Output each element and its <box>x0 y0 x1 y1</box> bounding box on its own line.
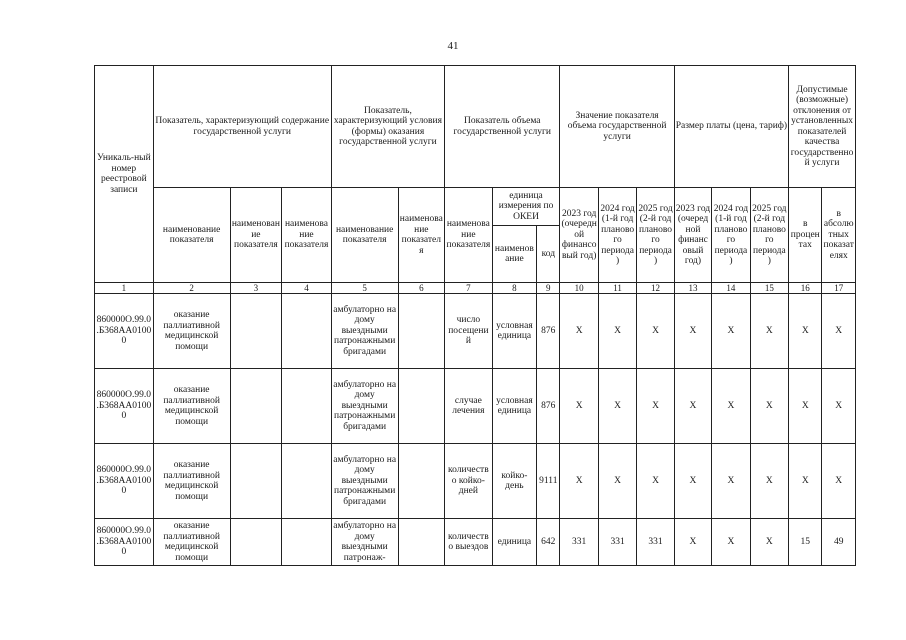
header-c4: наименование показателя <box>282 188 332 283</box>
header-deviation: Допустимые (возможные) отклонения от установленных показателей качества государственной услуги <box>789 66 856 188</box>
content-name: оказание паллиативной медицинской помощи <box>153 369 230 444</box>
fee-2025: Х <box>750 444 788 519</box>
header-unit-name: наименование <box>492 226 537 283</box>
fee-2023: Х <box>674 369 711 444</box>
column-number: 13 <box>674 283 711 294</box>
value-2024: 331 <box>598 519 636 566</box>
services-table <box>94 65 856 566</box>
column-number: 16 <box>789 283 822 294</box>
condition-name: амбулаторно на дому выездными патронажными бригадами <box>331 444 398 519</box>
header-year-2025: 2025 год (2-й год планового периода) <box>637 188 674 283</box>
header-volume-indicator: Показатель объема государственной услуги <box>445 66 560 188</box>
column-number: 12 <box>637 283 674 294</box>
fee-2023: Х <box>674 519 711 566</box>
value-2025: 331 <box>637 519 674 566</box>
fee-2025: Х <box>750 519 788 566</box>
unit-name: койко-день <box>492 444 537 519</box>
table-row <box>95 519 856 566</box>
indicator-name: количество койко-дней <box>445 444 493 519</box>
value-2025: Х <box>637 444 674 519</box>
header-fee-2025: 2025 год (2-й год планового периода) <box>750 188 788 283</box>
value-2025: Х <box>637 294 674 369</box>
page-number: 41 <box>447 40 459 52</box>
header-content-indicator: Показатель, характеризующий содержание государственной услуги <box>153 66 331 188</box>
header-unit-code: код <box>537 226 560 283</box>
unit-name: условная единица <box>492 369 537 444</box>
table-row <box>95 369 856 444</box>
condition-name: амбулаторно на дому выездными патронаж- <box>331 519 398 566</box>
fee-2025: Х <box>750 294 788 369</box>
registry-number: 860000О.99.0.Б368АА01000 <box>95 369 154 444</box>
value-2024: Х <box>598 294 636 369</box>
header-registry: Уникаль-ный номер реестровой записи <box>95 66 154 283</box>
deviation-absolute: Х <box>822 369 856 444</box>
fee-2025: Х <box>750 369 788 444</box>
indicator-name: число посещений <box>445 294 493 369</box>
deviation-absolute: 49 <box>822 519 856 566</box>
deviation-percent: Х <box>789 444 822 519</box>
condition-name: амбулаторно на дому выездными патронажными бригадами <box>331 294 398 369</box>
header-condition-indicator: Показатель, характеризующий условия (формы) оказания государственной услуги <box>331 66 444 188</box>
deviation-absolute: Х <box>822 294 856 369</box>
deviation-percent: 15 <box>789 519 822 566</box>
column-number: 4 <box>282 283 332 294</box>
header-unit-okei: единица измерения по ОКЕИ <box>492 188 560 226</box>
unit-code: 876 <box>537 294 560 369</box>
header-c2: наименование показателя <box>153 188 230 283</box>
header-in-absolute: в абсолютных показателях <box>822 188 856 283</box>
column-number: 5 <box>331 283 398 294</box>
fee-2023: Х <box>674 444 711 519</box>
column-number: 3 <box>230 283 282 294</box>
column-number: 7 <box>445 283 493 294</box>
header-fee-2024: 2024 год (1-й год планового периода) <box>712 188 750 283</box>
column-number: 1 <box>95 283 154 294</box>
header-volume-value: Значение показателя объема государственной услуги <box>560 66 674 188</box>
column-number: 17 <box>822 283 856 294</box>
column-number: 8 <box>492 283 537 294</box>
table-row <box>95 294 856 369</box>
column-number: 2 <box>153 283 230 294</box>
unit-code: 876 <box>537 369 560 444</box>
registry-number: 860000О.99.0.Б368АА01000 <box>95 444 154 519</box>
deviation-percent: Х <box>789 369 822 444</box>
table-row <box>95 444 856 519</box>
fee-2024: Х <box>712 519 750 566</box>
column-number: 15 <box>750 283 788 294</box>
registry-number: 860000О.99.0.Б368АА01000 <box>95 519 154 566</box>
header-c3: наименование показателя <box>230 188 282 283</box>
unit-name: условная единица <box>492 294 537 369</box>
indicator-name: случае лечения <box>445 369 493 444</box>
header-in-percent: в процентах <box>789 188 822 283</box>
condition-name: амбулаторно на дому выездными патронажными бригадами <box>331 369 398 444</box>
column-number: 14 <box>712 283 750 294</box>
header-year-2023: 2023 год (очередной финансовый год) <box>560 188 598 283</box>
deviation-percent: Х <box>789 294 822 369</box>
content-name: оказание паллиативной медицинской помощи <box>153 444 230 519</box>
value-2024: Х <box>598 369 636 444</box>
value-2024: Х <box>598 444 636 519</box>
header-fee: Размер платы (цена, тариф) <box>674 66 788 188</box>
unit-code: 9111 <box>537 444 560 519</box>
header-fee-2023: 2023 год (очередной финансовый год) <box>674 188 711 283</box>
header-year-2024: 2024 год (1-й год планового периода) <box>598 188 636 283</box>
value-2025: Х <box>637 369 674 444</box>
unit-code: 642 <box>537 519 560 566</box>
deviation-absolute: Х <box>822 444 856 519</box>
indicator-name: количество выездов <box>445 519 493 566</box>
fee-2024: Х <box>712 294 750 369</box>
column-number: 9 <box>537 283 560 294</box>
fee-2024: Х <box>712 369 750 444</box>
column-number: 10 <box>560 283 598 294</box>
content-name: оказание паллиативной медицинской помощи <box>153 519 230 566</box>
fee-2024: Х <box>712 444 750 519</box>
fee-2023: Х <box>674 294 711 369</box>
value-2023: Х <box>560 444 598 519</box>
value-2023: Х <box>560 369 598 444</box>
registry-number: 860000О.99.0.Б368АА01000 <box>95 294 154 369</box>
value-2023: 331 <box>560 519 598 566</box>
column-number: 6 <box>398 283 445 294</box>
unit-name: единица <box>492 519 537 566</box>
content-name: оказание паллиативной медицинской помощи <box>153 294 230 369</box>
column-number: 11 <box>598 283 636 294</box>
header-c5: наименование показателя <box>331 188 398 283</box>
header-name-indicator: наименование показателя <box>445 188 493 283</box>
header-c6: наименование показателя <box>398 188 445 283</box>
value-2023: Х <box>560 294 598 369</box>
